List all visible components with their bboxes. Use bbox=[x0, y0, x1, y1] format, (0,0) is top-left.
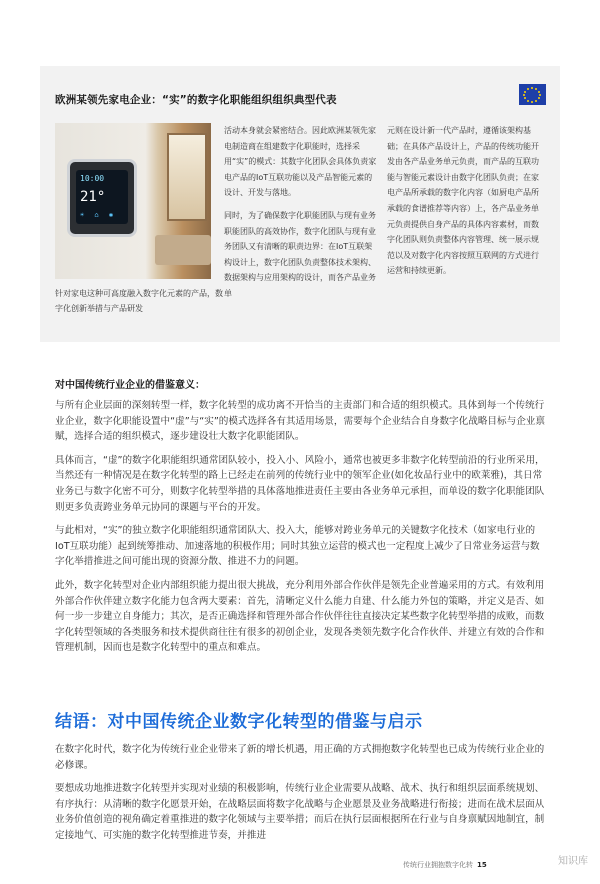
body-paragraph: 具体而言，“虚”的数字化职能组织通常团队较小，投入小、风险小，通常也被更多非数字化转型前沿的行业所采用，当然还有一种情况是在数字化转型的路上已经走在前列的传统行业中的领军企业(如化妆品行业中的欧莱雅)，其日常业务已与数字化密不可分，则数字化转型举措的具体落地推进责任主要由各业务单元承担，而单设的数字化职能团队则更多负责跨业务单元协同的课题与平台的开发。 bbox=[55, 454, 545, 513]
case-study-box bbox=[40, 66, 560, 342]
case-study-caption: 针对家电这种可高度融入数字化元素的产品，数字化创新举措与产品研发 bbox=[55, 289, 223, 313]
case-paragraph: 元则在设计新一代产品时，遵循该架构基础；在具体产品设计上，产品的传统功能开发由各产品业务单元负责，而产品的互联功能与智能元素设计由数字化团队负责；在家电产品所承载的数字化内容（如厨电产品所承载的食谱推荐等内容）上，各产品业务单元负责提供自身产品的具体内容素材，而数字化团队则负责整体内容管理、统一展示规范以及对数字化内容按照互联网的方式进行运营和持续更新。 bbox=[387, 126, 539, 276]
thermostat-time: 10:00 bbox=[80, 174, 105, 183]
body-paragraph: 在数字化时代，数字化为传统行业企业带来了新的增长机遇，用正确的方式拥抱数字化转型也已成为传统行业企业的必修课。 bbox=[55, 744, 545, 771]
body-paragraph: 此外，数字化转型对企业内部组织能力提出很大挑战，充分利用外部合作伙伴是领先企业普遍采用的方式。有效利用外部合作伙伴建立数字化能力包含两大要素：首先，清晰定义什么能力自建、什么能力外包的策略，并定义是否、如何一步一步建立自身能力；其次，是否正确选择和管理外部合作伙伴往往直接决定某些数字化转型举措的成败，而数字化转型领域的各类服务和技术提供商往往有很多的初创企业，发现各类领先数字化合作伙伴、并建立有效的合作和管理机制，因而也是数字化转型中的重点和难点。 bbox=[55, 579, 545, 654]
case-study-title: 欧洲某领先家电企业：“实”的数字化职能组织组织典型代表 bbox=[55, 94, 337, 106]
case-study-column-1 bbox=[224, 123, 378, 302]
thermostat-device bbox=[67, 159, 137, 237]
page-number: 15 bbox=[477, 861, 487, 869]
smart-thermostat-photo bbox=[55, 123, 211, 279]
page-footer bbox=[403, 860, 487, 870]
case-study-column-2 bbox=[387, 123, 543, 279]
sofa-decor bbox=[155, 235, 211, 265]
implications-subtitle: 对中国传统行业企业的借鉴意义： bbox=[55, 380, 205, 391]
body-paragraph: 与所有企业层面的深刻转型一样，数字化转型的成功离不开恰当的主责部门和合适的组织模式。具体到每一个传统行业企业，数字化职能设置中“虚”与“实”的模式选择各有其适用场景，需要每个企业结合自身数字化战略目标与企业禀赋，选择合适的组织模式，逐步建设壮大数字化职能团队。 bbox=[55, 400, 545, 443]
thermostat-screen bbox=[76, 170, 128, 224]
body-paragraph: 与此相对，“实”的独立数字化职能组织通常团队大、投入大，能够对跨业务单元的关键数字化技术（如家电行业的IoT互联功能）起到统筹推动、加速落地的积极作用；同时其独立运营的模式也一定程度上减少了日常业务运营与数字化举措推进之间可能出现的资源分散、推进不力的问题。 bbox=[55, 525, 540, 568]
implications-body bbox=[55, 398, 547, 656]
case-paragraph: 同时，为了确保数字化职能团队与现有业务职能团队的高效协作，数字化团队与现有业务团队又有清晰的职责边界：在IoT互联架构设计上，数字化团队负责整体技术架构、数据架构与应用架构的设计，而各产品业务单 bbox=[224, 210, 376, 298]
watermark: 知识库 bbox=[558, 856, 588, 867]
thermostat-temp: 21° bbox=[80, 189, 106, 205]
window-decor bbox=[167, 133, 207, 221]
conclusion-body bbox=[55, 742, 547, 844]
footer-report-title: 传统行业拥抱数字化转 bbox=[403, 861, 473, 869]
case-paragraph: 活动本身就会紧密结合。因此欧洲某领先家电制造商在组建数字化职能时，选择采用“实”的模式：其数字化团队会具体负责家电产品的IoT互联功能以及产品智能元素的设计、开发与落地。 bbox=[224, 126, 377, 198]
thermostat-icons: ☀ ⌂ ✱ bbox=[80, 211, 117, 219]
conclusion-heading: 结语：对中国传统企业数字化转型的借鉴与启示 bbox=[55, 712, 423, 732]
eu-flag-icon bbox=[519, 84, 546, 105]
body-paragraph: 要想成功地推进数字化转型并实现对业绩的积极影响，传统行业企业需要从战略、战术、执行和组织层面系统规划、有序执行：从清晰的数字化愿景开始，在战略层面将数字化战略与企业愿景及业务战略进行衔接；进而在战术层面从业务价值创造的视角确定着重推进的数字化领域与主要举措；而后在执行层面根据所在行业与自身禀赋因地制宜，制定接地气、可实施的数字化转型推进节奏，并推进 bbox=[55, 783, 545, 841]
